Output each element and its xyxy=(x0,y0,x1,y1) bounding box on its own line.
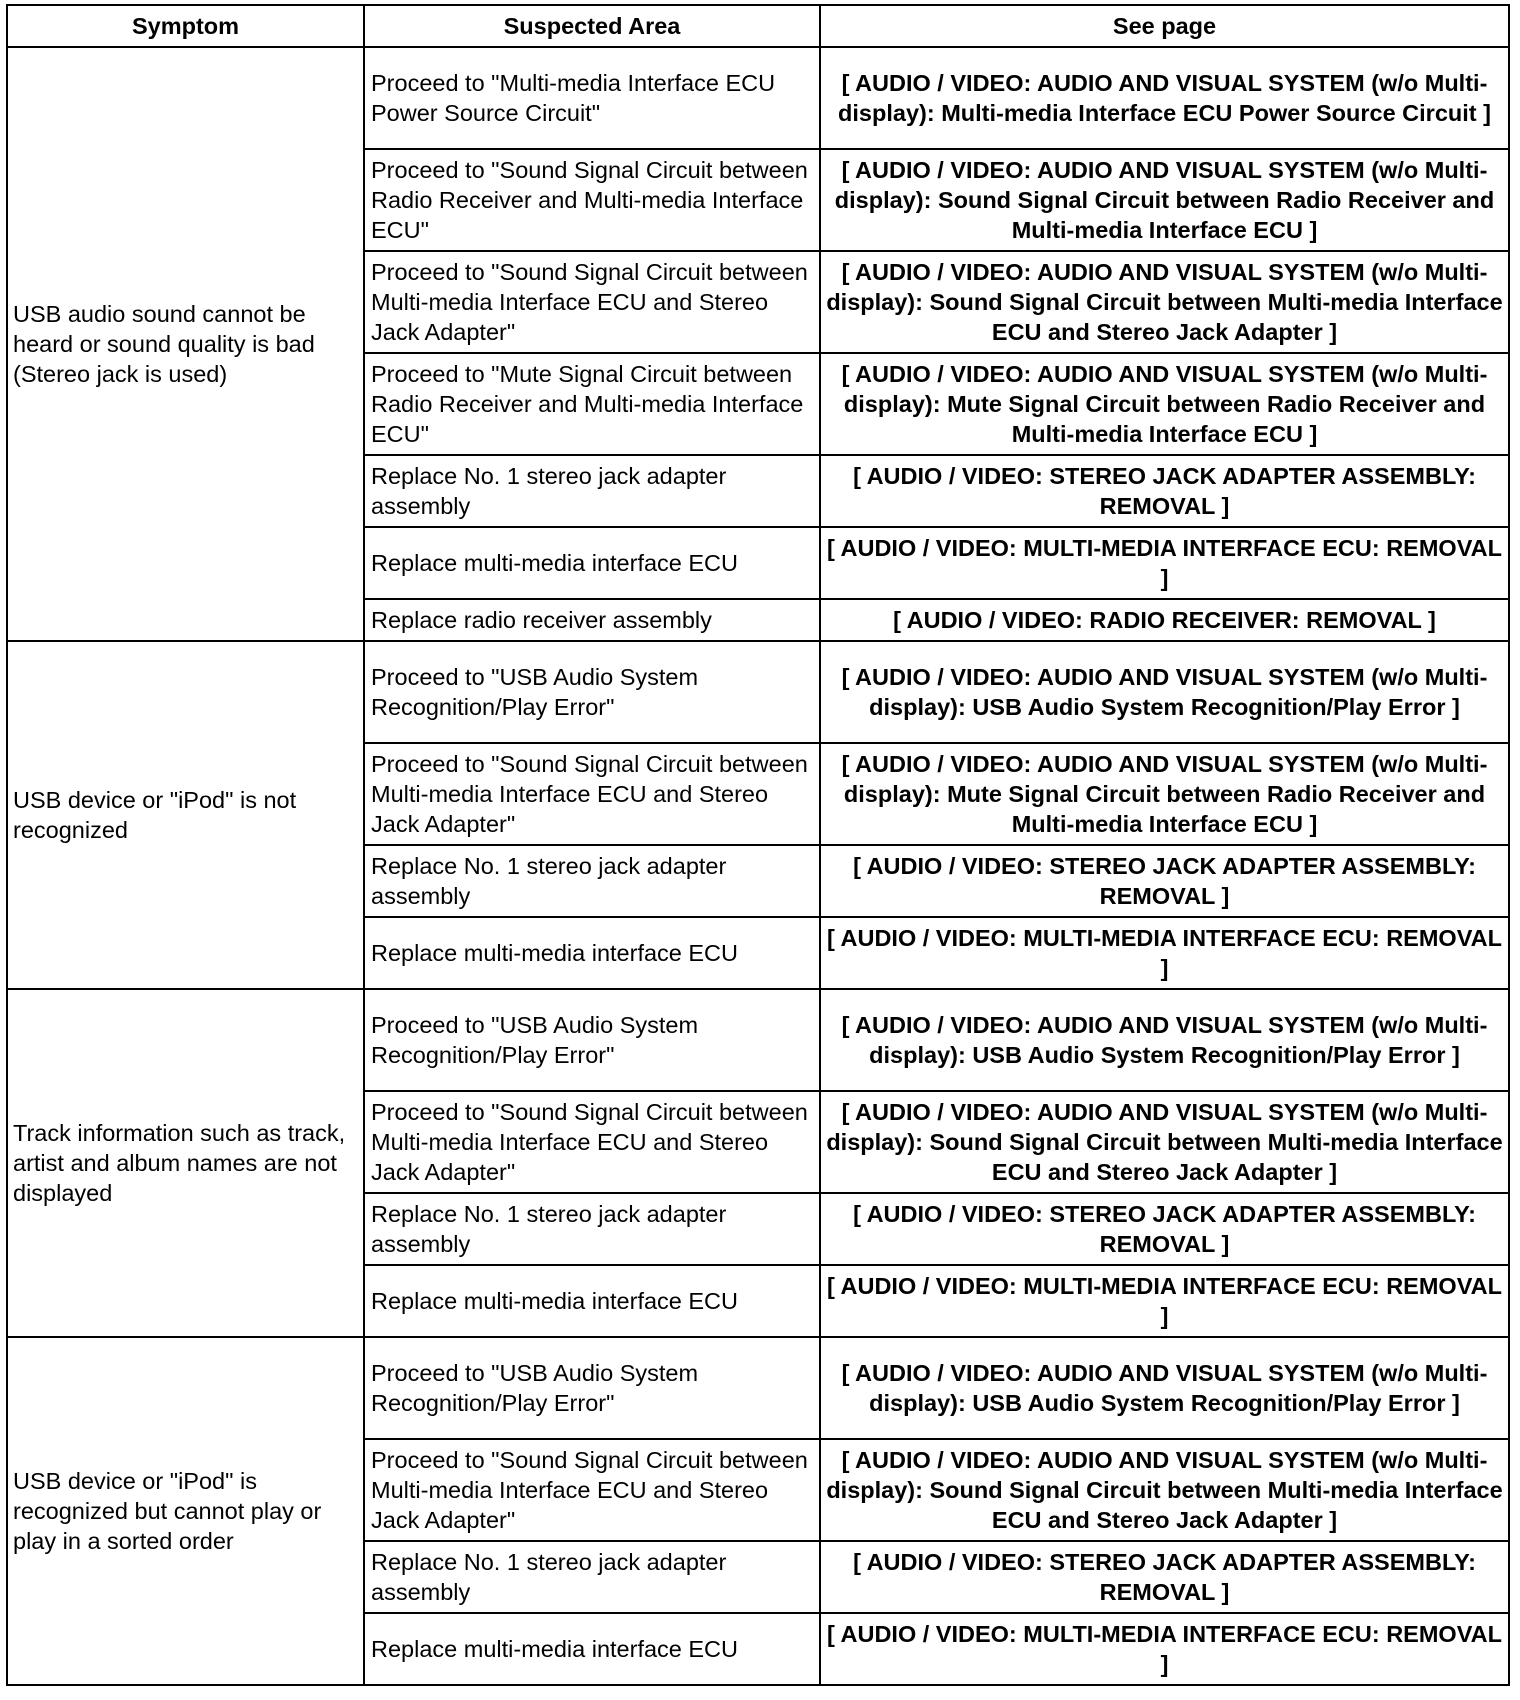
see-page-link[interactable]: [ AUDIO / VIDEO: AUDIO AND VISUAL SYSTEM (w/o Multi-display): Sound Signal Circuit between Multi-media Interface ECU and Stereo Jack Adapter ] xyxy=(820,251,1509,353)
suspected-area-cell: Replace No. 1 stereo jack adapter assembly xyxy=(364,845,820,917)
symptom-cell: USB audio sound cannot be heard or sound quality is bad (Stereo jack is used) xyxy=(7,47,364,641)
suspected-area-cell: Replace radio receiver assembly xyxy=(364,599,820,641)
suspected-area-cell: Proceed to "USB Audio System Recognition/Play Error" xyxy=(364,1337,820,1439)
suspected-area-cell: Proceed to "USB Audio System Recognition/Play Error" xyxy=(364,641,820,743)
troubleshooting-table-container xyxy=(6,4,1510,1686)
see-page-link[interactable]: [ AUDIO / VIDEO: AUDIO AND VISUAL SYSTEM (w/o Multi-display): Sound Signal Circuit between Multi-media Interface ECU and Stereo Jack Adapter ] xyxy=(820,1091,1509,1193)
suspected-area-cell: Replace No. 1 stereo jack adapter assembly xyxy=(364,1541,820,1613)
suspected-area-cell: Replace multi-media interface ECU xyxy=(364,1265,820,1337)
see-page-link[interactable]: [ AUDIO / VIDEO: STEREO JACK ADAPTER ASSEMBLY: REMOVAL ] xyxy=(820,1541,1509,1613)
suspected-area-cell: Replace multi-media interface ECU xyxy=(364,527,820,599)
see-page-link[interactable]: [ AUDIO / VIDEO: MULTI-MEDIA INTERFACE ECU: REMOVAL ] xyxy=(820,1613,1509,1685)
table-row xyxy=(7,47,1509,149)
see-page-link[interactable]: [ AUDIO / VIDEO: AUDIO AND VISUAL SYSTEM (w/o Multi-display): Multi-media Interface ECU Power Source Circuit ] xyxy=(820,47,1509,149)
suspected-area-cell: Proceed to "USB Audio System Recognition/Play Error" xyxy=(364,989,820,1091)
suspected-area-cell: Proceed to "Sound Signal Circuit between Radio Receiver and Multi-media Interface ECU" xyxy=(364,149,820,251)
see-page-link[interactable]: [ AUDIO / VIDEO: AUDIO AND VISUAL SYSTEM (w/o Multi-display): Mute Signal Circuit between Radio Receiver and Multi-media Interface ECU ] xyxy=(820,353,1509,455)
suspected-area-cell: Replace multi-media interface ECU xyxy=(364,1613,820,1685)
see-page-link[interactable]: [ AUDIO / VIDEO: STEREO JACK ADAPTER ASSEMBLY: REMOVAL ] xyxy=(820,455,1509,527)
suspected-area-cell: Proceed to "Sound Signal Circuit between Multi-media Interface ECU and Stereo Jack Adapter" xyxy=(364,1091,820,1193)
suspected-area-cell: Proceed to "Multi-media Interface ECU Power Source Circuit" xyxy=(364,47,820,149)
suspected-area-cell: Proceed to "Sound Signal Circuit between Multi-media Interface ECU and Stereo Jack Adapter" xyxy=(364,1439,820,1541)
see-page-link[interactable]: [ AUDIO / VIDEO: AUDIO AND VISUAL SYSTEM (w/o Multi-display): Sound Signal Circuit between Multi-media Interface ECU and Stereo Jack Adapter ] xyxy=(820,1439,1509,1541)
see-page-link[interactable]: [ AUDIO / VIDEO: STEREO JACK ADAPTER ASSEMBLY: REMOVAL ] xyxy=(820,1193,1509,1265)
symptom-cell: USB device or "iPod" is recognized but cannot play or play in a sorted order xyxy=(7,1337,364,1685)
header-suspected-area: Suspected Area xyxy=(364,5,820,47)
suspected-area-cell: Proceed to "Sound Signal Circuit between Multi-media Interface ECU and Stereo Jack Adapter" xyxy=(364,743,820,845)
see-page-link[interactable]: [ AUDIO / VIDEO: MULTI-MEDIA INTERFACE ECU: REMOVAL ] xyxy=(820,917,1509,989)
suspected-area-cell: Replace No. 1 stereo jack adapter assembly xyxy=(364,455,820,527)
see-page-link[interactable]: [ AUDIO / VIDEO: AUDIO AND VISUAL SYSTEM (w/o Multi-display): USB Audio System Recognition/Play Error ] xyxy=(820,1337,1509,1439)
see-page-link[interactable]: [ AUDIO / VIDEO: AUDIO AND VISUAL SYSTEM (w/o Multi-display): USB Audio System Recognition/Play Error ] xyxy=(820,989,1509,1091)
see-page-link[interactable]: [ AUDIO / VIDEO: AUDIO AND VISUAL SYSTEM (w/o Multi-display): Mute Signal Circuit between Radio Receiver and Multi-media Interface ECU ] xyxy=(820,743,1509,845)
header-see-page: See page xyxy=(820,5,1509,47)
symptom-cell: Track information such as track, artist and album names are not displayed xyxy=(7,989,364,1337)
suspected-area-cell: Replace No. 1 stereo jack adapter assembly xyxy=(364,1193,820,1265)
table-row xyxy=(7,641,1509,743)
see-page-link[interactable]: [ AUDIO / VIDEO: STEREO JACK ADAPTER ASSEMBLY: REMOVAL ] xyxy=(820,845,1509,917)
suspected-area-cell: Proceed to "Sound Signal Circuit between Multi-media Interface ECU and Stereo Jack Adapter" xyxy=(364,251,820,353)
troubleshooting-table xyxy=(6,4,1510,1686)
header-row xyxy=(7,5,1509,47)
suspected-area-cell: Replace multi-media interface ECU xyxy=(364,917,820,989)
see-page-link[interactable]: [ AUDIO / VIDEO: MULTI-MEDIA INTERFACE ECU: REMOVAL ] xyxy=(820,527,1509,599)
table-row xyxy=(7,1337,1509,1439)
see-page-link[interactable]: [ AUDIO / VIDEO: MULTI-MEDIA INTERFACE ECU: REMOVAL ] xyxy=(820,1265,1509,1337)
symptom-cell: USB device or "iPod" is not recognized xyxy=(7,641,364,989)
see-page-link[interactable]: [ AUDIO / VIDEO: AUDIO AND VISUAL SYSTEM (w/o Multi-display): USB Audio System Recognition/Play Error ] xyxy=(820,641,1509,743)
see-page-link[interactable]: [ AUDIO / VIDEO: RADIO RECEIVER: REMOVAL ] xyxy=(820,599,1509,641)
header-symptom: Symptom xyxy=(7,5,364,47)
see-page-link[interactable]: [ AUDIO / VIDEO: AUDIO AND VISUAL SYSTEM (w/o Multi-display): Sound Signal Circuit between Radio Receiver and Multi-media Interface ECU ] xyxy=(820,149,1509,251)
suspected-area-cell: Proceed to "Mute Signal Circuit between Radio Receiver and Multi-media Interface ECU" xyxy=(364,353,820,455)
table-row xyxy=(7,989,1509,1091)
